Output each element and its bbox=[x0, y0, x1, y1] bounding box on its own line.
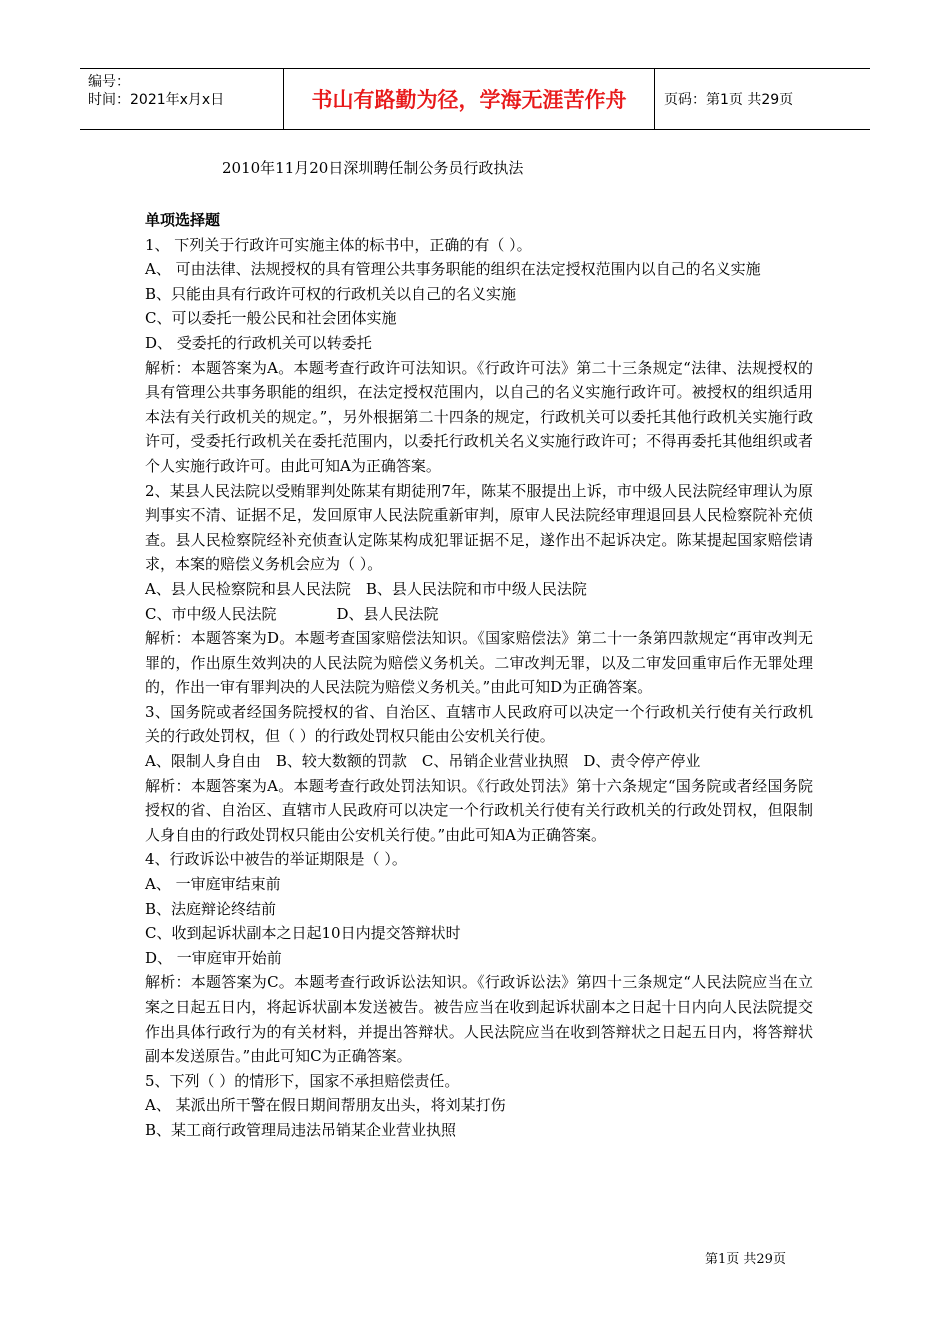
option-5b: B、某工商行政管理局违法吊销某企业营业执照 bbox=[145, 1120, 457, 1139]
question-4: 4、行政诉讼中被告的举证期限是（ ）。 bbox=[145, 850, 407, 869]
page-header bbox=[80, 68, 870, 130]
analysis-3: 解析：本题答案为A。本题考查行政处罚法知识。《行政处罚法》第十六条规定“国务院或者经国务院授权的省、自治区、直辖市人民政府可以决定一个行政机关行使有关行政机关的行政处罚权，但限制人身自由的行政处罚权只能由公安机关行使。”由此可知A为正确答案。 bbox=[145, 776, 813, 844]
analysis-4: 解析：本题答案为C。本题考查行政诉讼法知识。《行政诉讼法》第四十三条规定“人民法院应当在立案之日起五日内，将起诉状副本发送被告。被告应当在收到起诉状副本之日起十日内向人民法院提交作出具体行政行为的有关材料，并提出答辩状。人民法院应当在收到答辩状之日起五日内，将答辩状副本发送原告。”由此可知C为正确答案。 bbox=[145, 973, 813, 1066]
question-1: 1、 下列关于行政许可实施主体的标书中，正确的有（ ）。 bbox=[145, 235, 532, 254]
question-2: 2、某县人民法院以受贿罪判处陈某有期徒刑7年，陈某不服提出上诉，市中级人民法院经审理认为原判事实不清、证据不足，发回原审人民法院重新审判，原审人民法院经审理退回县人民检察院补充侦查。县人民检察院经补充侦查认定陈某构成犯罪证据不足，遂作出不起诉决定。陈某提起国家赔偿请求，本案的赔偿义务机会应为（ ）。 bbox=[145, 481, 813, 574]
time-label: 时间：2021年x月x日 bbox=[88, 92, 225, 108]
option-4a: A、 一审庭审结束前 bbox=[145, 875, 281, 894]
document-title: 2010年11月20日深圳聘任制公务员行政执法 bbox=[222, 159, 524, 177]
analysis-2: 解析：本题答案为D。本题考查国家赔偿法知识。《国家赔偿法》第二十一条第四款规定“再审改判无罪的，作出原生效判决的人民法院为赔偿义务机关。二审改判无罪，以及二审发回重审后作无罪处理的，作出一审有罪判决的人民法院为赔偿义务机关。”由此可知D为正确答案。 bbox=[145, 629, 813, 697]
header-meta bbox=[80, 69, 283, 129]
document-body bbox=[145, 208, 813, 1143]
options-2ab: A、县人民检察院和县人民法院 B、县人民法院和市中级人民法院 bbox=[145, 579, 587, 598]
option-1a: A、 可由法律、法规授权的具有管理公共事务职能的组织在法定授权范围内以自己的名义实施 bbox=[145, 260, 761, 279]
option-1c: C、可以委托一般公民和社会团体实施 bbox=[145, 309, 397, 328]
number-label: 编号： bbox=[88, 74, 130, 90]
question-5: 5、下列（ ）的情形下，国家不承担赔偿责任。 bbox=[145, 1071, 460, 1090]
option-5a: A、 某派出所干警在假日期间帮朋友出头，将刘某打伤 bbox=[145, 1096, 506, 1115]
options-2cd: C、市中级人民法院 D、县人民法院 bbox=[145, 604, 439, 623]
page-footer: 第1页 共29页 bbox=[705, 1252, 786, 1267]
option-1b: B、只能由具有行政许可权的行政机关以自己的名义实施 bbox=[145, 284, 517, 303]
question-3: 3、国务院或者经国务院授权的省、自治区、直辖市人民政府可以决定一个行政机关行使有关行政机关的行政处罚权，但（ ）的行政处罚权只能由公安机关行使。 bbox=[145, 702, 813, 746]
option-4c: C、收到起诉状副本之日起10日内提交答辩状时 bbox=[145, 924, 461, 943]
header-page-label: 页码：第1页 共29页 bbox=[664, 92, 794, 108]
option-1d: D、 受委托的行政机关可以转委托 bbox=[145, 333, 372, 352]
option-4b: B、法庭辩论终结前 bbox=[145, 899, 277, 918]
header-motto: 书山有路勤为径，学海无涯苦作舟 bbox=[283, 69, 655, 129]
analysis-1: 解析：本题答案为A。本题考查行政许可法知识。《行政许可法》第二十三条规定“法律、法规授权的具有管理公共事务职能的组织，在法定授权范围内，以自己的名义实施行政许可。被授权的组织适用本法有关行政机关的规定。”，另外根据第二十四条的规定，行政机关可以委托其他行政机关实施行政许可，受委托行政机关在委托范围内，以委托行政机关名义实施行政许可；不得再委托其他组织或者个人实施行政许可。由此可知A为正确答案。 bbox=[145, 358, 813, 475]
options-3: A、限制人身自由 B、较大数额的罚款 C、吊销企业营业执照 D、责令停产停业 bbox=[145, 752, 701, 771]
option-4d: D、 一审庭审开始前 bbox=[145, 948, 282, 967]
section-heading: 单项选择题 bbox=[145, 211, 221, 229]
